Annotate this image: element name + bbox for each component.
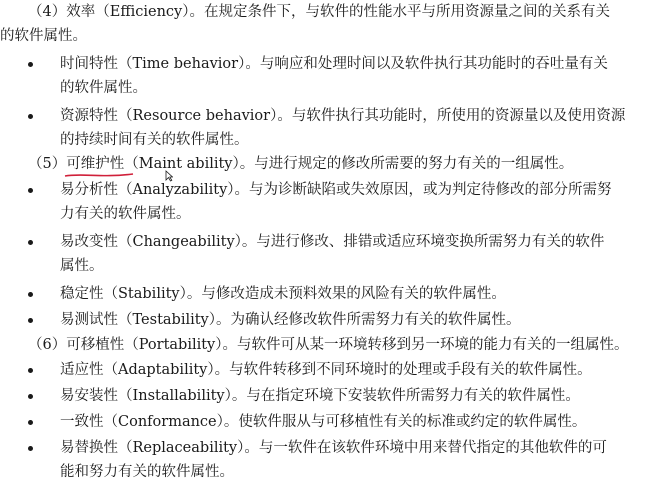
section6-number: （6）: [28, 337, 67, 353]
list-item-line1: 易测试性（Testability）。为确认经修改软件所需努力有关的软件属性。: [60, 312, 521, 328]
list-item-line1: 易改变性（Changeability）。与进行修改、排错或适应环境变换所需努力有关的软件: [60, 234, 605, 250]
section4-text-line2: 的软件属性。: [0, 28, 87, 44]
bullet-dot-icon: [28, 188, 33, 193]
list-item-line1: 一致性（Conformance）。使软件服从与可移植性有关的标准或约定的软件属性。: [60, 414, 587, 430]
list-item-line2: 能和努力有关的软件属性。: [60, 464, 234, 480]
bullet-dot-icon: [28, 318, 33, 323]
section5-number: （5）: [28, 156, 67, 172]
list-item-line2: 属性。: [60, 258, 104, 274]
list-item-line1: 易替换性（Replaceability）。与一软件在该软件环境中用来替代指定的其他软件的可: [60, 440, 607, 456]
list-item-line1: 易安装性（Installability）。与在指定环境下安装软件所需努力有关的软件属性。: [60, 388, 580, 404]
bullet-dot-icon: [28, 114, 33, 119]
section6-text: 可移植性（Portability）。与软件可从某一环境转移到另一环境的能力有关的一组属性。: [66, 337, 629, 353]
list-item-line2: 力有关的软件属性。: [60, 206, 191, 222]
section4-heading-line1: [0, 0, 640, 24]
bullet-dot-icon: [28, 368, 33, 373]
bullet-dot-icon: [28, 394, 33, 399]
list-item-line1: 易分析性（Analyzability）。与为诊断缺陷或失效原因，或为判定待修改的部分所需努: [60, 182, 612, 198]
bullet-dot-icon: [28, 446, 33, 451]
list-item-line2: 的软件属性。: [60, 80, 147, 96]
section5-text: （Maint ability）。与进行规定的修改所需要的努力有关的一组属性。: [124, 156, 574, 172]
section4-text-line1: 效率（Efficiency）。在规定条件下，与软件的性能水平与所用资源量之间的关系有关: [66, 4, 610, 20]
section5-heading: [0, 152, 640, 176]
list-item-line1: 适应性（Adaptability）。与软件转移到不同环境时的处理或手段有关的软件属性。: [60, 362, 592, 378]
bullet-dot-icon: [28, 62, 33, 67]
bullet-dot-icon: [28, 240, 33, 245]
section5-term: 可维护性: [66, 156, 125, 172]
section5-term-highlight: [66, 152, 124, 176]
list-item-line2: 的持续时间有关的软件属性。: [60, 132, 249, 148]
list-item-line1: 稳定性（Stability）。与修改造成未预料效果的风险有关的软件属性。: [60, 286, 506, 302]
section4-number: （4）: [28, 4, 67, 20]
list-item-line1: 资源特性（Resource behavior）。与软件执行其功能时，所使用的资源量以及使用资源: [60, 108, 626, 124]
bullet-dot-icon: [28, 420, 33, 425]
list-item-line1: 时间特性（Time behavior）。与响应和处理时间以及软件执行其功能时的吞吐量有关: [60, 56, 608, 72]
section6-heading: [0, 333, 640, 357]
bullet-dot-icon: [28, 292, 33, 297]
